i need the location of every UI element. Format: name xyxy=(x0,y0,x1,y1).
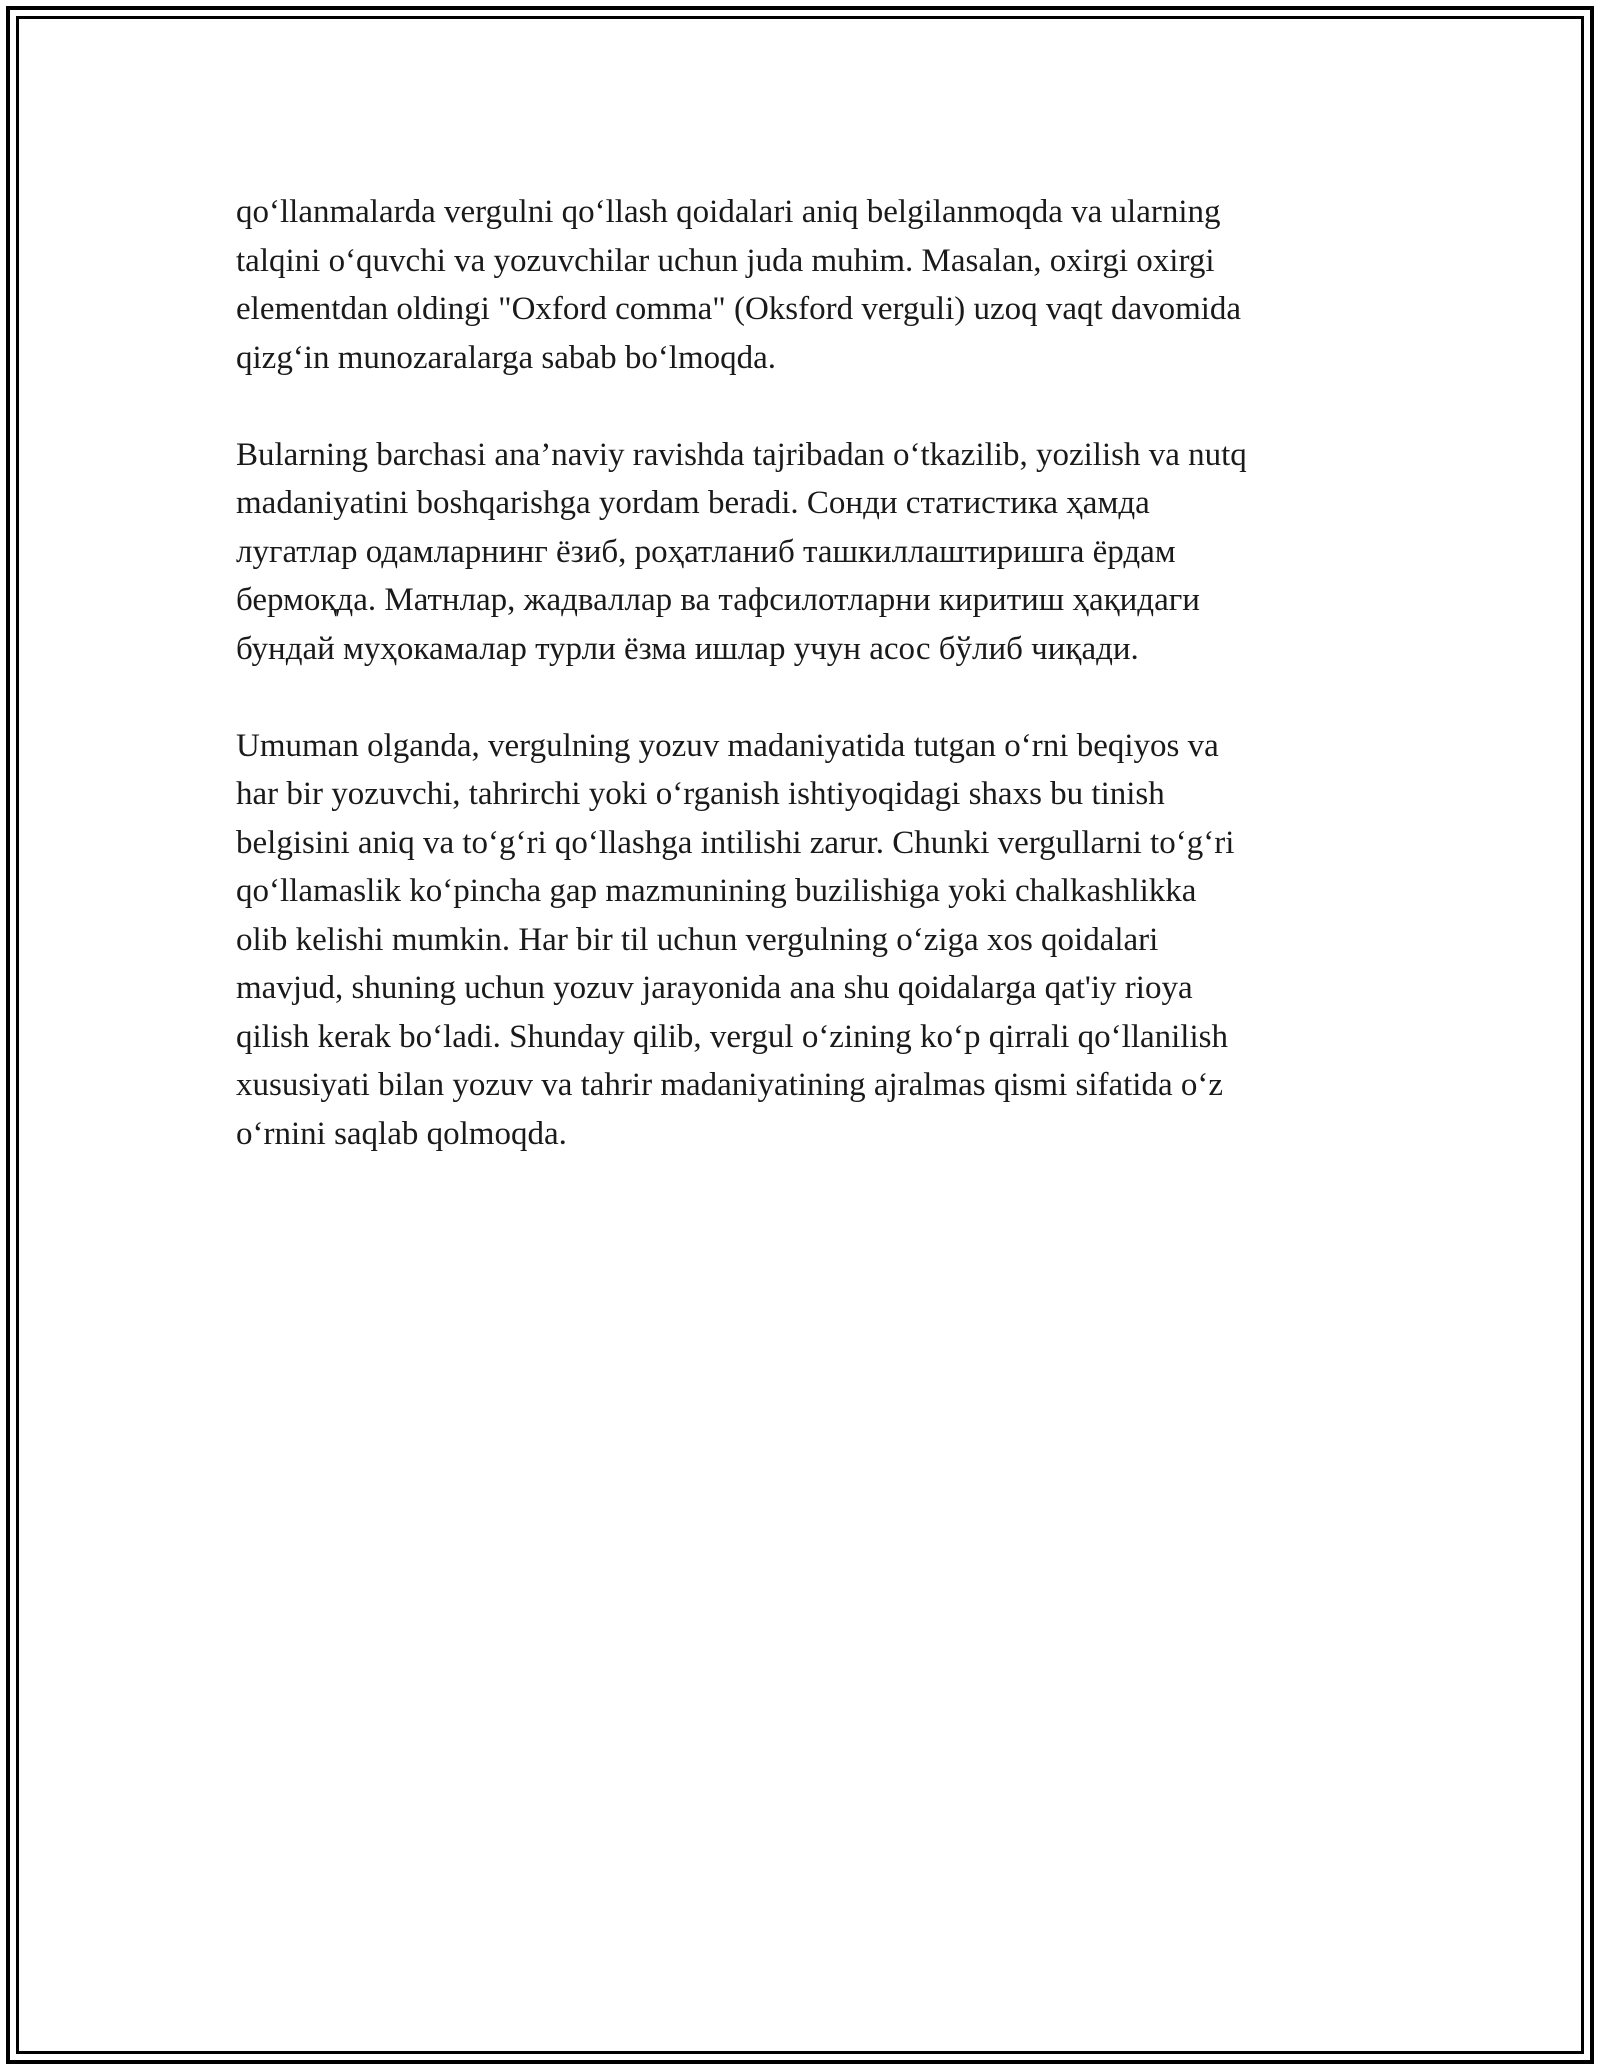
text-line: madaniyatini boshqarishga yordam beradi. Сонди статистика ҳамда xyxy=(236,485,1150,521)
text-line: belgisini aniq va to‘g‘ri qo‘llashga intilishi zarur. Chunki vergullarni to‘g‘ri xyxy=(236,824,1235,861)
paragraph-2 xyxy=(236,431,1366,674)
paragraph-3 xyxy=(236,722,1366,1159)
text-line: qilish kerak bo‘ladi. Shunday qilib, vergul o‘zining ko‘p qirrali qo‘llanilish xyxy=(236,1018,1228,1055)
text-line: Umuman olganda, vergulning yozuv madaniyatida tutgan o‘rni beqiyos va xyxy=(236,727,1219,764)
text-line: qo‘llamaslik ko‘pincha gap mazmunining buzilishiga yoki chalkashlikka xyxy=(236,873,1197,909)
text-line: бундай муҳокамалар турли ёзма ишлар учун асос бўлиб чиқади. xyxy=(236,630,1139,667)
text-line: лугатлар одамларнинг ёзиб, роҳатланиб ташкиллаштиришга ёрдам xyxy=(236,533,1176,570)
text-line: бермоқда. Матнлар, жадваллар ва тафсилотларни киритиш ҳақидаги xyxy=(236,582,1200,618)
text-line: mavjud, shuning uchun yozuv jarayonida ana shu qoidalarga qat'iy rioya xyxy=(236,970,1193,1006)
text-line: Bularning barchasi ana’naviy ravishda tajribadan o‘tkazilib, yozilish va nutq xyxy=(236,436,1247,473)
text-line: olib kelishi mumkin. Har bir til uchun vergulning o‘ziga xos qoidalari xyxy=(236,921,1159,958)
text-line: elementdan oldingi "Oxford comma" (Oksford verguli) uzoq vaqt davomida xyxy=(236,291,1242,327)
text-line: o‘rnini saqlab qolmoqda. xyxy=(236,1115,567,1152)
document-body xyxy=(236,188,1366,1207)
text-line: har bir yozuvchi, tahrirchi yoki o‘rganish ishtiyoqidagi shaxs bu tinish xyxy=(236,776,1165,812)
text-line: qizg‘in munozaralarga sabab bo‘lmoqda. xyxy=(236,339,777,376)
text-line: qo‘llanmalarda vergulni qo‘llash qoidalari aniq belgilanmoqda va ularning xyxy=(236,194,1221,230)
text-line: talqini o‘quvchi va yozuvchilar uchun juda muhim. Masalan, oxirgi oxirgi xyxy=(236,242,1215,279)
paragraph-1 xyxy=(236,188,1366,382)
text-line: xususiyati bilan yozuv va tahrir madaniyatining ajralmas qismi sifatida o‘z xyxy=(236,1067,1224,1103)
